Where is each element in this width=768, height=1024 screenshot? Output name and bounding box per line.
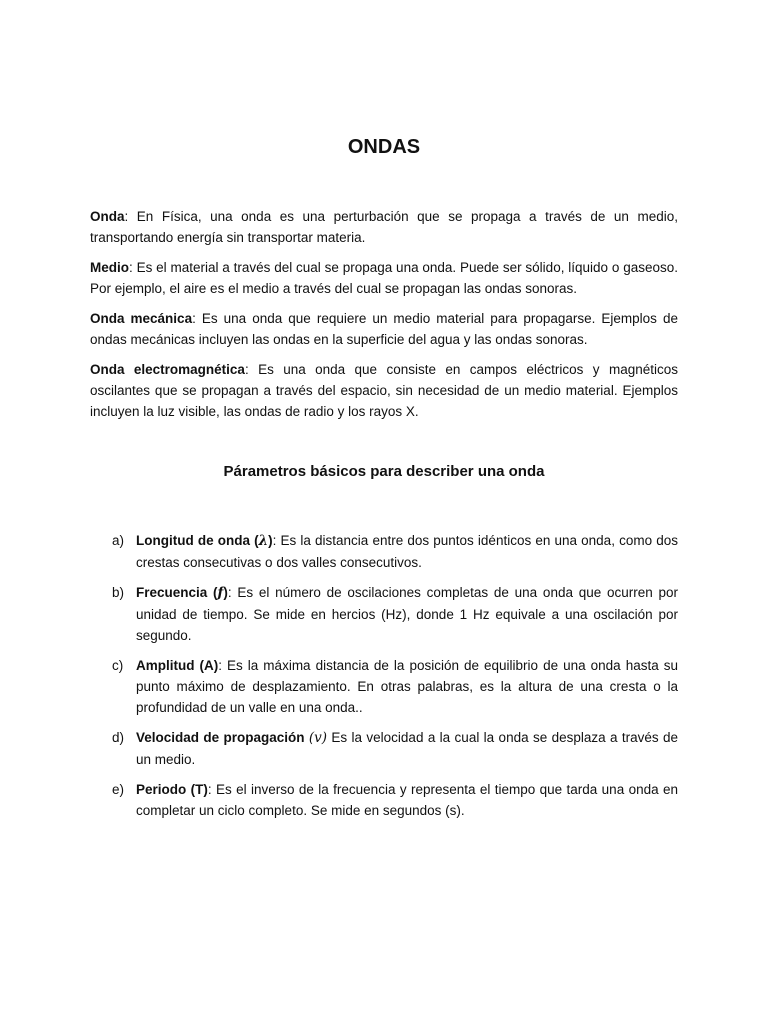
list-marker: c) (112, 658, 124, 673)
lambda-symbol: λ (258, 533, 269, 549)
parameter-text: : Es la distancia entre dos puntos idénticos en una onda, como dos crestas consecutivas o dos valles consecutivos. (136, 533, 678, 570)
parameter-text: Es la velocidad a la cual la onda se desplaza a través de un medio. (136, 730, 678, 767)
parameters-list (112, 530, 678, 830)
list-marker: e) (112, 782, 125, 797)
parameter-term-label: Longitud de onda ( (136, 533, 259, 548)
parameter-term (136, 533, 273, 548)
parameter-text: : Es la máxima distancia de la posición de equilibrio de una onda hasta su punto máximo de desplazamiento. En otras palabras, es la altura de una cresta o la profundidad de un valle en una onda.. (136, 658, 678, 715)
list-marker: b) (112, 585, 125, 600)
f-symbol: f (217, 585, 224, 601)
parameter-term: Velocidad de propagación (136, 730, 305, 745)
parameter-text: : Es el inverso de la frecuencia y representa el tiempo que tarda una onda en completar un ciclo completo. Se mide en segundos (s). (136, 782, 678, 818)
definitions-section (90, 206, 678, 431)
list-item-periodo (112, 779, 678, 821)
parameter-term: Periodo (T) (136, 782, 208, 797)
list-item-frecuencia (112, 582, 678, 646)
definition-term: Medio (90, 260, 129, 275)
parameter-term: Amplitud (A) (136, 658, 219, 673)
parameter-term-label: Frecuencia ( (136, 585, 218, 600)
definition-onda-mecanica (90, 308, 678, 350)
list-item-longitud (112, 530, 678, 573)
definition-onda-electromagnetica (90, 359, 678, 422)
v-symbol: (v) (308, 730, 328, 746)
definition-medio (90, 257, 678, 299)
definition-text: : Es el material a través del cual se propaga una onda. Puede ser sólido, líquido o gaseoso. Por ejemplo, el aire es el medio a través del cual se propagan las ondas sonoras. (90, 260, 678, 296)
definition-text: : Es una onda que requiere un medio material para propagarse. Ejemplos de ondas mecánicas incluyen las ondas en la superficie del agua y las ondas sonoras. (90, 311, 678, 347)
definition-term: Onda mecánica (90, 311, 193, 326)
list-marker: d) (112, 730, 125, 745)
definition-term: Onda electromagnética (90, 362, 245, 377)
definition-term: Onda (90, 209, 125, 224)
definition-text: : Es una onda que consiste en campos eléctricos y magnéticos oscilantes que se propagan a través del espacio, sin necesidad de un medio material. Ejemplos incluyen la luz visible, las ondas de radio y los rayos X. (90, 362, 678, 419)
list-item-velocidad (112, 727, 678, 770)
definition-onda (90, 206, 678, 248)
parameter-term-end: ) (268, 533, 273, 548)
parameter-text: : Es el número de oscilaciones completas de una onda que ocurren por unidad de tiempo. Se mide en hercios (Hz), donde 1 Hz equivale a una oscilación por segundo. (136, 585, 679, 643)
list-marker: a) (112, 533, 125, 548)
parameter-term (136, 585, 228, 600)
definition-text: : En Física, una onda es una perturbación que se propaga a través de un medio, transportando energía sin transportar materia. (90, 209, 678, 245)
parameter-term-end: ) (223, 585, 228, 600)
list-item-amplitud (112, 655, 678, 718)
page-title: ONDAS (347, 136, 421, 158)
section-subtitle: Párametros básicos para describer una onda (223, 463, 545, 480)
